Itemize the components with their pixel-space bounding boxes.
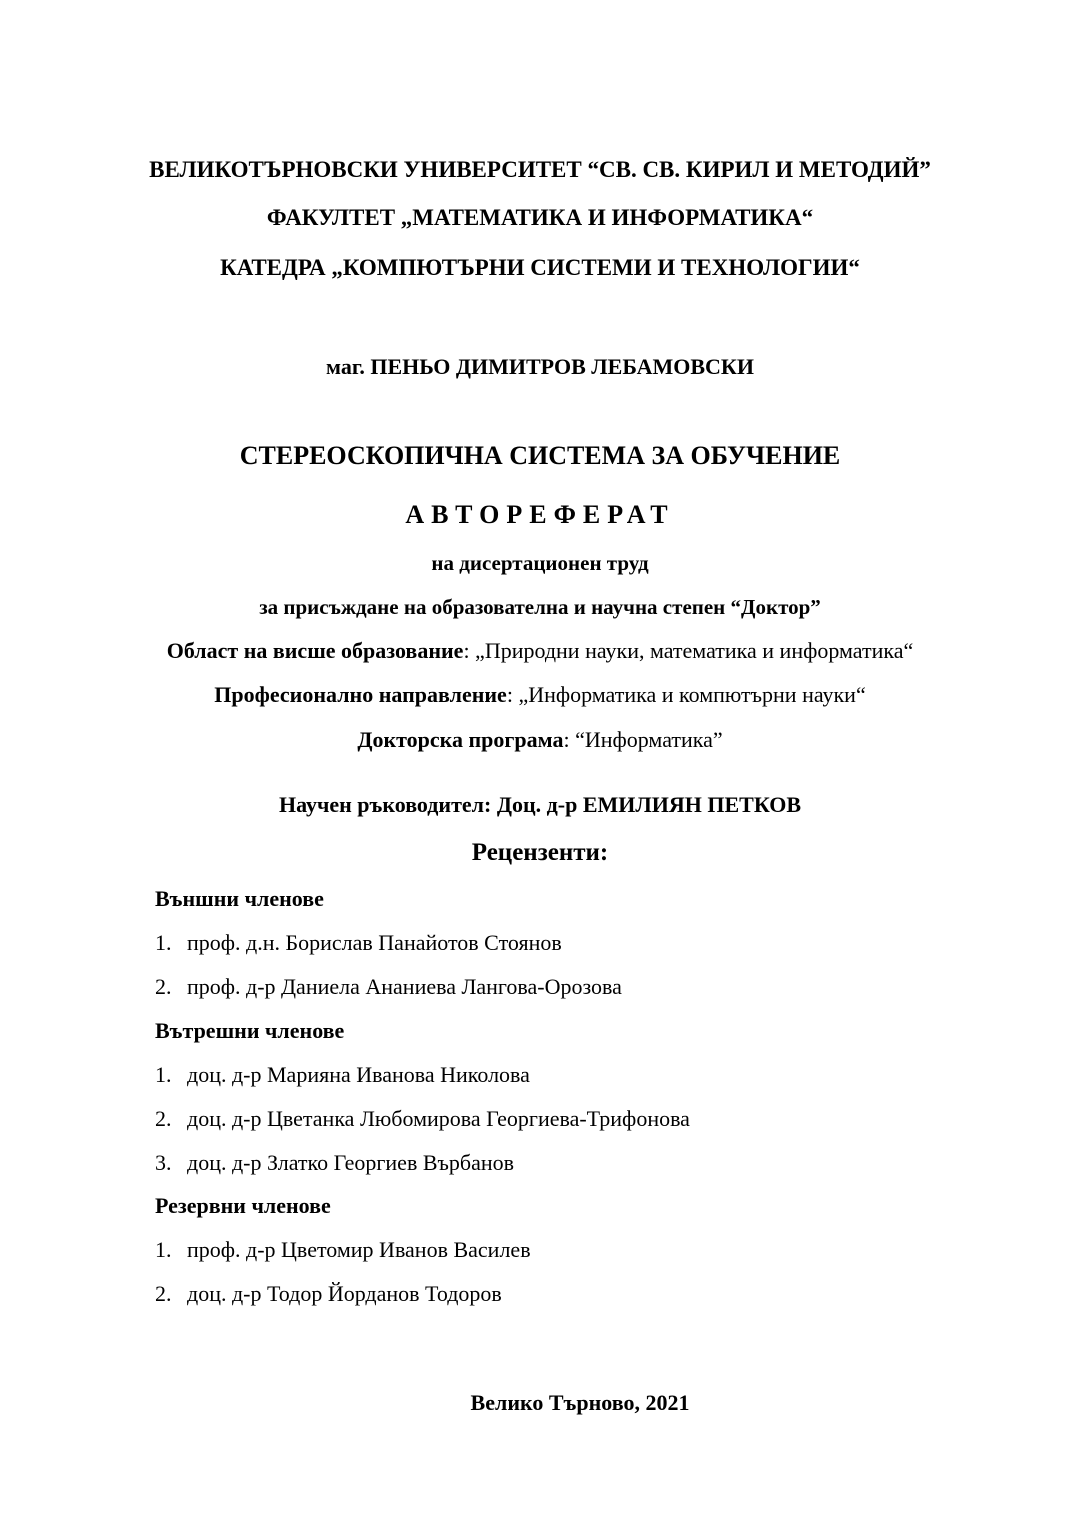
document-type: АВТОРЕФЕРАТ <box>405 500 675 529</box>
list-item <box>155 1283 502 1305</box>
list-item <box>155 1064 530 1086</box>
author-name: маг. ПЕНЬО ДИМИТРОВ ЛЕБАМОВСКИ <box>326 354 754 379</box>
member-name: доц. д-р Тодор Йорданов Тодоров <box>187 1281 502 1306</box>
reserve-members-heading: Резервни членове <box>155 1193 331 1218</box>
field-label: Област на висше образование <box>166 638 464 663</box>
subtitle-degree: за присъждане на образователна и научна степен “Доктор” <box>259 595 821 619</box>
list-item <box>155 932 562 954</box>
list-number: 2. <box>155 974 172 999</box>
program-label: Докторска програма <box>357 727 564 752</box>
program-value: : “Информатика” <box>563 727 723 752</box>
subtitle-dissertation: на дисертационен труд <box>431 551 649 575</box>
member-name: доц. д-р Златко Георгиев Върбанов <box>187 1150 515 1175</box>
supervisor: Научен ръководител: Доц. д-р ЕМИЛИЯН ПЕТКОВ <box>278 792 802 817</box>
internal-members-heading: Вътрешни членове <box>155 1018 345 1043</box>
list-number: 1. <box>155 1237 172 1262</box>
list-item <box>155 1108 690 1130</box>
professional-direction <box>0 684 1080 706</box>
reviewers-heading: Рецензенти: <box>471 839 609 866</box>
list-number: 1. <box>155 1062 172 1087</box>
external-members-heading: Външни членове <box>155 886 324 911</box>
list-number: 3. <box>155 1150 172 1175</box>
place-and-year: Велико Търново, 2021 <box>470 1390 690 1415</box>
member-name: проф. д.н. Борислав Панайотов Стоянов <box>187 930 562 955</box>
list-item <box>155 1239 531 1261</box>
direction-label: Професионално направление <box>214 682 507 707</box>
member-name: доц. д-р Марияна Иванова Николова <box>187 1062 530 1087</box>
thesis-title: СТЕРЕОСКОПИЧНА СИСТЕМА ЗА ОБУЧЕНИЕ <box>239 441 841 470</box>
field-value: : „Природни науки, математика и информатика“ <box>463 638 914 663</box>
direction-value: : „Информатика и компютърни науки“ <box>506 682 866 707</box>
list-number: 2. <box>155 1106 172 1131</box>
doctoral-program <box>0 729 1080 751</box>
list-number: 1. <box>155 930 172 955</box>
faculty-name: ФАКУЛТЕТ „МАТЕМАТИКА И ИНФОРМАТИКА“ <box>266 205 814 230</box>
member-name: проф. д-р Даниела Ананиева Лангова-Орозова <box>187 974 622 999</box>
member-name: доц. д-р Цветанка Любомирова Георгиева-Трифонова <box>187 1106 690 1131</box>
field-of-education <box>0 640 1080 662</box>
list-item <box>155 976 622 998</box>
list-number: 2. <box>155 1281 172 1306</box>
department-name: КАТЕДРА „КОМПЮТЪРНИ СИСТЕМИ И ТЕХНОЛОГИИ“ <box>220 255 860 280</box>
member-name: проф. д-р Цветомир Иванов Василев <box>187 1237 531 1262</box>
university-name: ВЕЛИКОТЪРНОВСКИ УНИВЕРСИТЕТ “СВ. СВ. КИРИЛ И МЕТОДИЙ” <box>149 157 931 182</box>
list-item <box>155 1152 514 1174</box>
